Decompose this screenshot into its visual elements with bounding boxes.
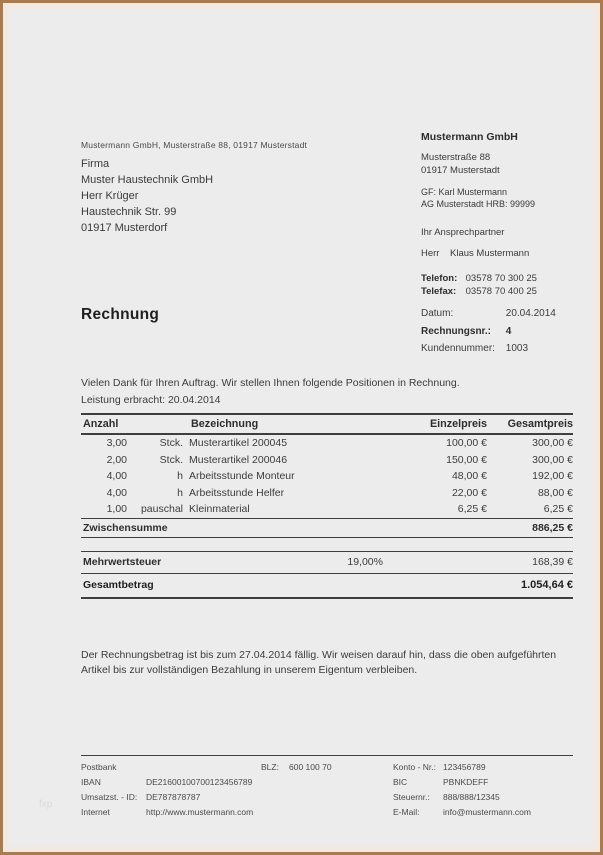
vat-row [81, 551, 573, 574]
table-row [81, 501, 573, 518]
grand-total-label: Gesamtbetrag [83, 579, 154, 591]
footer-row [81, 762, 581, 777]
footer-divider [81, 755, 573, 756]
tax-no-label: Steuernr.: [393, 792, 430, 802]
vat-id-value: DE787878787 [146, 792, 201, 802]
phone-number: 03578 70 300 25 [465, 273, 537, 284]
date-label: Datum: [421, 308, 454, 319]
recipient-line: Herr Krüger [81, 190, 139, 202]
vat-id-label: Umsatzst. - ID: [81, 792, 138, 802]
cell-unit-price: 100,00 € [446, 437, 487, 450]
invoice-page [9, 9, 594, 846]
header-unit-price: Einzelpreis [429, 418, 487, 430]
invoice-table [81, 413, 573, 599]
cell-qty: 4,00 [106, 486, 127, 499]
fax-row [421, 285, 596, 298]
iban-value: DE21600100700123456789 [146, 777, 253, 787]
recipient-line: Firma [81, 158, 110, 170]
cell-unit: h [177, 470, 183, 483]
subtotal-value: 886,25 € [532, 521, 573, 534]
cell-qty: 2,00 [106, 453, 127, 466]
table-row [81, 468, 573, 485]
recipient-line: Muster Haustechnik GmbH [81, 174, 214, 186]
blz-label: BLZ: [261, 762, 279, 772]
subtotal-label: Zwischensumme [83, 521, 168, 534]
cell-desc: Musterartikel 200045 [189, 437, 288, 450]
header-desc: Bezeichnung [191, 418, 259, 430]
sender-line: Mustermann GmbH, Musterstraße 88, 01917 Musterstadt [81, 140, 308, 150]
table-row [81, 452, 573, 469]
cell-unit-price: 6,25 € [457, 503, 487, 516]
cell-qty: 4,00 [106, 470, 127, 483]
cell-unit: Stck. [159, 437, 183, 450]
iban-label: IBAN [81, 777, 101, 787]
internet-value: http://www.mustermann.com [146, 807, 254, 817]
watermark-text: fxp [39, 799, 53, 810]
contact-name: Herr Klaus Mustermann [421, 248, 530, 259]
table-row [81, 485, 573, 502]
payment-note: Der Rechnungsbetrag ist bis zum 27.04.2014 fällig. Wir weisen darauf hin, dass die oben aufgeführten Artikel bis zur vollständigen Bezahlung in unserem Eigentum verbleiben. [81, 649, 557, 676]
company-street: Musterstraße 88 [421, 152, 491, 163]
table-header-row [81, 413, 573, 435]
vat-rate: 19,00% [347, 556, 383, 568]
header-total-price: Gesamtpreis [507, 418, 573, 430]
document-title: Rechnung [81, 306, 160, 323]
subtotal-row [81, 518, 573, 538]
footer-row [81, 777, 581, 792]
company-city: 01917 Musterstadt [421, 165, 500, 176]
invoice-no-label: Rechnungsnr.: [421, 325, 492, 337]
phone-row [421, 272, 596, 285]
footer-row [81, 807, 581, 822]
meta-date-row [421, 305, 601, 323]
cell-unit: h [177, 486, 183, 499]
email-label: E-Mail: [393, 807, 420, 817]
cell-desc: Kleinmaterial [189, 503, 250, 516]
contact-heading: Ihr Ansprechpartner [421, 227, 505, 238]
cell-total: 88,00 € [537, 486, 573, 499]
cell-unit-price: 22,00 € [451, 486, 487, 499]
blz-value: 600 100 70 [289, 762, 332, 772]
phone-label: Telefon: [421, 273, 458, 284]
company-register: AG Musterstadt HRB: 99999 [421, 198, 536, 209]
vat-label: Mehrwertsteuer [83, 556, 162, 568]
cell-qty: 1,00 [106, 503, 127, 516]
service-date-line: Leistung erbracht: 20.04.2014 [81, 394, 221, 406]
customer-no-label: Kundennummer: [421, 343, 495, 354]
date-value: 20.04.2014 [505, 308, 556, 319]
header-qty: Anzahl [83, 418, 119, 430]
cell-desc: Arbeitsstunde Helfer [189, 486, 285, 499]
vat-amount: 168,39 € [532, 556, 573, 568]
invoice-no-value: 4 [505, 325, 512, 337]
cell-total: 300,00 € [532, 453, 573, 466]
recipient-line: 01917 Musterdorf [81, 222, 168, 234]
konto-label: Konto - Nr.: [393, 762, 436, 772]
fax-number: 03578 70 400 25 [465, 286, 537, 297]
cell-unit-price: 150,00 € [446, 453, 487, 466]
cell-unit-price: 48,00 € [451, 470, 487, 483]
cell-unit: Stck. [159, 453, 183, 466]
cell-desc: Musterartikel 200046 [189, 453, 288, 466]
fax-label: Telefax: [421, 286, 457, 297]
cell-total: 192,00 € [532, 470, 573, 483]
company-name: Mustermann GmbH [421, 131, 518, 143]
company-info-block [421, 131, 596, 298]
tax-no-value: 888/888/12345 [443, 792, 500, 802]
meta-invoice-no-row [421, 323, 601, 341]
grand-total-row [81, 574, 573, 599]
bank-name: Postbank [81, 762, 117, 772]
footer-row [81, 792, 581, 807]
thanks-line: Vielen Dank für Ihren Auftrag. Wir stellen Ihnen folgende Positionen in Rechnung. [81, 377, 460, 389]
cell-total: 6,25 € [543, 503, 573, 516]
recipient-address [81, 156, 213, 236]
bic-label: BIC [393, 777, 408, 787]
grand-total-value: 1.054,64 € [521, 579, 573, 591]
cell-total: 300,00 € [532, 437, 573, 450]
invoice-meta-block [421, 305, 601, 358]
meta-customer-no-row [421, 340, 601, 358]
company-managing-director: GF: Karl Mustermann [421, 187, 508, 197]
footer-bank-block [81, 762, 581, 822]
cell-desc: Arbeitsstunde Monteur [189, 470, 295, 483]
konto-value: 123456789 [443, 762, 486, 772]
customer-no-value: 1003 [505, 343, 529, 354]
intro-block [81, 375, 581, 409]
bic-value: PBNKDEFF [443, 777, 489, 787]
cell-unit: pauschal [140, 503, 183, 516]
recipient-line: Haustechnik Str. 99 [81, 206, 177, 218]
table-row [81, 435, 573, 452]
internet-label: Internet [81, 807, 110, 817]
cell-qty: 3,00 [106, 437, 127, 450]
email-value: info@mustermann.com [443, 807, 531, 817]
